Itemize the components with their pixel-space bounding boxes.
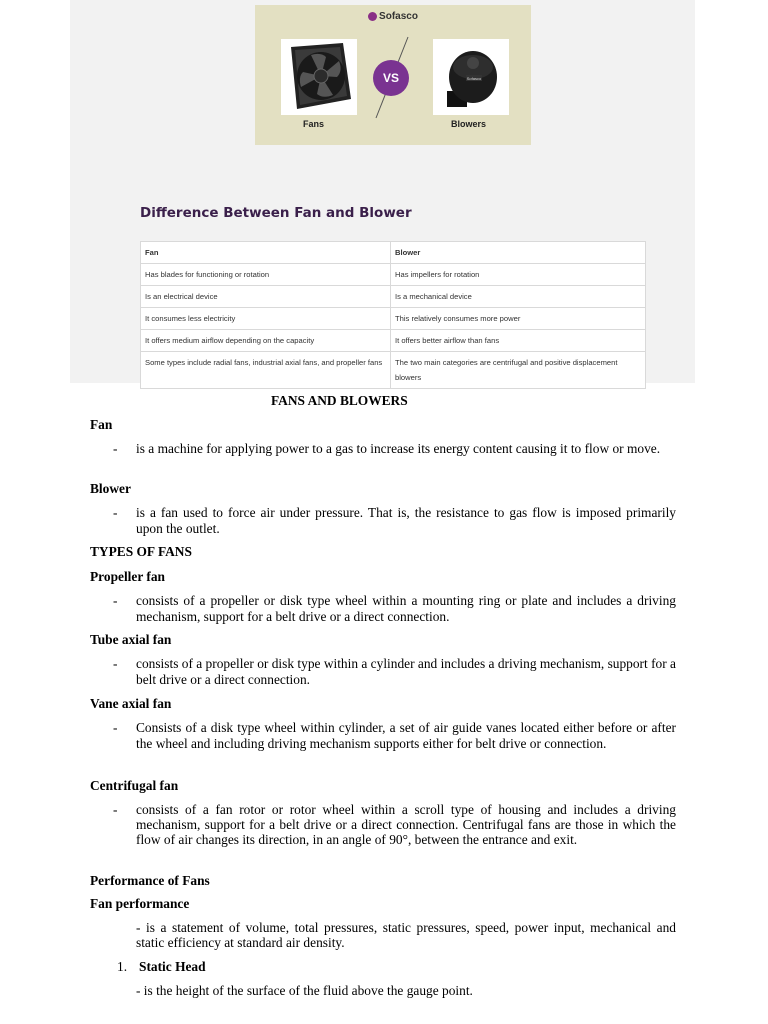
table-header-row — [141, 242, 646, 264]
bullet-dash: - — [113, 441, 118, 456]
table-cell: It offers better airflow than fans — [391, 330, 646, 352]
bullet-dash: - — [113, 505, 118, 520]
list-number: 1. — [117, 959, 128, 974]
document-title: FANS AND BLOWERS — [271, 393, 408, 408]
fan-heading: Fan — [90, 417, 113, 432]
table-header-fan: Fan — [141, 242, 391, 264]
vs-badge: VS — [373, 60, 409, 96]
vane-axial-fan-definition: Consists of a disk type wheel within cylinder, a set of air guide vanes located either before or after the wheel and including driving mechanism supports either for belt drive or connection. — [136, 720, 676, 752]
table-cell: Has impellers for rotation — [391, 264, 646, 286]
table-row — [141, 330, 646, 352]
sofasco-logo: Sofasco — [255, 11, 531, 22]
static-head-heading: Static Head — [139, 959, 206, 974]
table-row — [141, 264, 646, 286]
blower-product-image — [433, 39, 509, 115]
table-row — [141, 352, 646, 389]
fans-caption: Fans — [303, 119, 325, 129]
vane-axial-fan-heading: Vane axial fan — [90, 696, 172, 711]
comparison-title: Difference Between Fan and Blower — [140, 205, 412, 221]
blower-definition: is a fan used to force air under pressure. That is, the resistance to gas flow is imposed primarily upon the outlet. — [136, 505, 676, 537]
types-heading: TYPES OF FANS — [90, 544, 192, 559]
comparison-table — [140, 241, 646, 389]
propeller-fan-definition: consists of a propeller or disk type wheel within a mounting ring or plate and includes a driving mechanism, support for a belt drive or a direct connection. — [136, 593, 676, 625]
bullet-dash: - — [113, 720, 118, 735]
blower-heading: Blower — [90, 481, 131, 496]
bullet-dash: - — [113, 656, 118, 671]
fan-definition: is a machine for applying power to a gas to increase its energy content causing it to flow or move. — [136, 441, 661, 456]
propeller-fan-heading: Propeller fan — [90, 569, 166, 584]
table-cell: This relatively consumes more power — [391, 308, 646, 330]
logo-mark-icon — [368, 12, 377, 21]
fan-performance-definition: - is a statement of volume, total pressures, static pressures, speed, power input, mechanical and static efficiency at standard air density. — [136, 920, 676, 950]
bullet-dash: - — [113, 802, 118, 817]
fan-product-image — [281, 39, 357, 115]
table-header-blower: Blower — [391, 242, 646, 264]
blower-icon — [433, 39, 509, 115]
blowers-caption: Blowers — [451, 119, 487, 129]
table-cell: It offers medium airflow depending on the capacity — [141, 330, 391, 352]
fan-vs-blower-banner — [255, 5, 531, 145]
centrifugal-fan-definition: consists of a fan rotor or rotor wheel within a scroll type of housing and includes a driving mechanism, support for a belt drive or a direct connection. Centrifugal fans are those in which the flow of air changes its direction, in an angle of 90°, between the entrance and exit. — [136, 802, 676, 848]
centrifugal-fan-heading: Centrifugal fan — [90, 778, 179, 793]
performance-heading: Performance of Fans — [90, 873, 210, 888]
table-cell: Some types include radial fans, industrial axial fans, and propeller fans — [141, 352, 391, 389]
table-row — [141, 308, 646, 330]
table-cell: Has blades for functioning or rotation — [141, 264, 391, 286]
axial-fan-icon — [281, 39, 357, 115]
table-cell: Is an electrical device — [141, 286, 391, 308]
blower-brand-label: Sofasco — [466, 76, 482, 81]
table-cell: It consumes less electricity — [141, 308, 391, 330]
table-row — [141, 286, 646, 308]
table-cell: The two main categories are centrifugal and positive displacement blowers — [391, 352, 646, 389]
tube-axial-fan-definition: consists of a propeller or disk type within a cylinder and includes a driving mechanism, support for a belt drive or a direct connection. — [136, 656, 676, 688]
tube-axial-fan-heading: Tube axial fan — [90, 632, 172, 647]
fan-performance-heading: Fan performance — [90, 896, 190, 911]
bullet-dash: - — [113, 593, 118, 608]
table-cell: Is a mechanical device — [391, 286, 646, 308]
static-head-definition: - is the height of the surface of the fluid above the gauge point. — [136, 983, 473, 998]
